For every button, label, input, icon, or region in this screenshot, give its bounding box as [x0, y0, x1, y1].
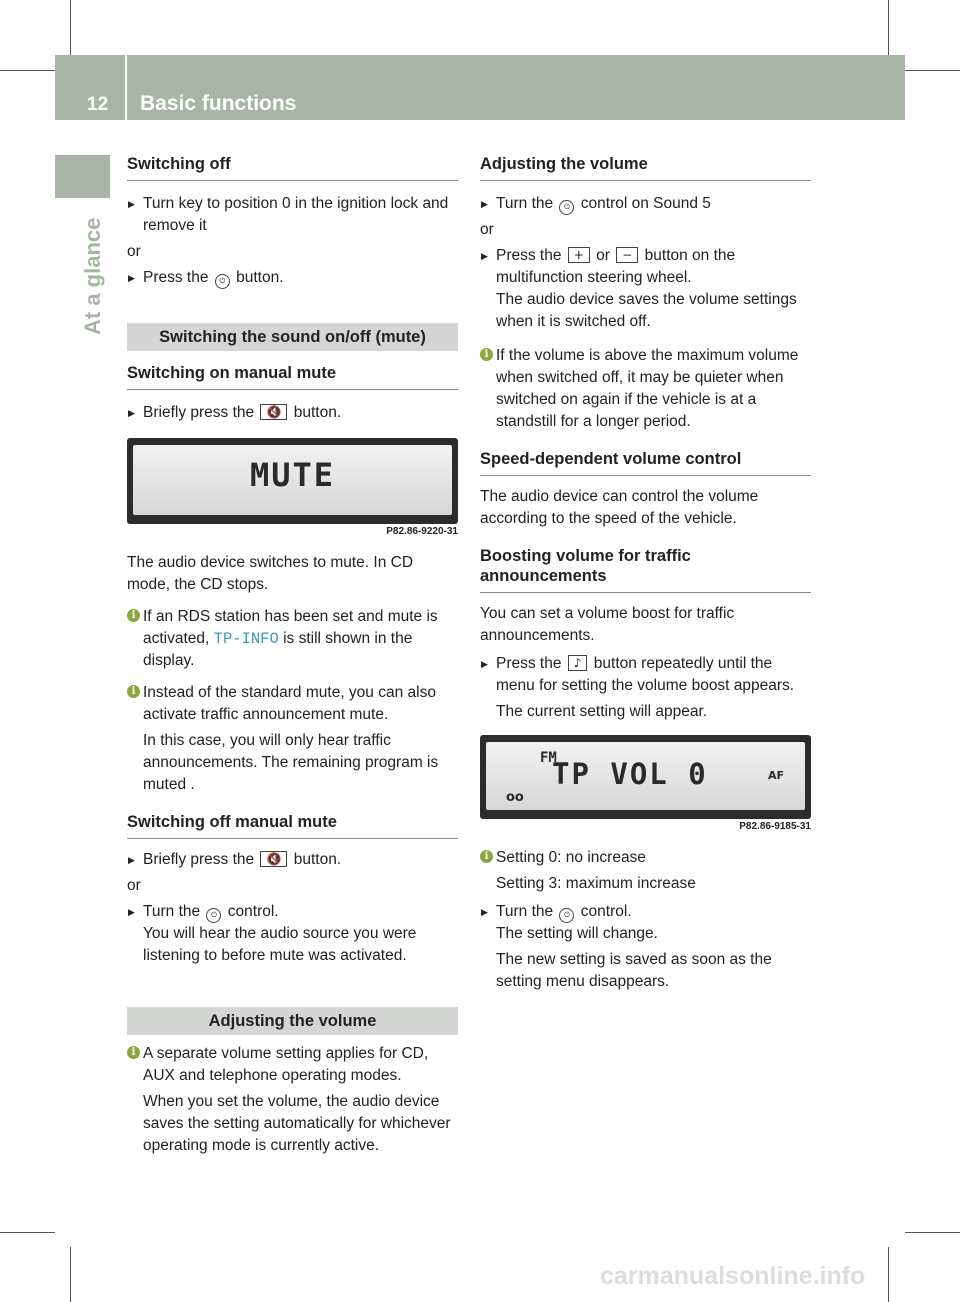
heading-boost: Boosting volume for traffic announcements — [480, 542, 811, 593]
heading-manual-mute: Switching on manual mute — [127, 359, 458, 390]
step-text: Press the — [496, 247, 562, 264]
side-label: At a glance — [80, 217, 105, 335]
step-text: or — [596, 247, 610, 264]
step-turn-control — [480, 901, 811, 923]
heading-adjust-volume: Adjusting the volume — [480, 150, 811, 181]
display-main-text: TP VOL 0 — [552, 757, 708, 791]
step-text: Press the — [496, 655, 562, 672]
crop-mark — [0, 1232, 55, 1233]
step-text: button. — [236, 269, 284, 286]
crop-mark — [0, 70, 55, 71]
info-note — [480, 345, 811, 433]
step-press-power — [127, 267, 458, 289]
step-turn-sound5 — [480, 193, 811, 215]
info-icon: i — [127, 609, 140, 622]
volume-knob-icon: ⏻ — [559, 200, 574, 215]
or-text: or — [480, 221, 494, 238]
heading-off-mute: Switching off manual mute — [127, 808, 458, 839]
step-text: Briefly press the — [143, 404, 255, 421]
or-text: or — [127, 243, 141, 260]
step-turn-key: ▶ Turn key to position 0 in the ignition lock and remove it — [127, 193, 458, 237]
info-note — [127, 606, 458, 672]
display-text: MUTE — [249, 456, 336, 494]
crop-mark — [888, 1247, 889, 1302]
tp-vol-display-figure — [480, 735, 811, 819]
step-result: The audio device saves the volume settings when it is switched off. — [496, 291, 797, 330]
info-note — [127, 682, 458, 726]
paragraph-mute-result: The audio device switches to mute. In CD mode, the CD stops. — [127, 554, 414, 593]
step-text: button. — [293, 404, 342, 421]
step-text: Press the — [143, 269, 209, 286]
watermark: carmanualsonline.info — [600, 1262, 866, 1290]
power-icon: ⏻ — [215, 274, 230, 289]
mute-display-figure — [127, 438, 458, 524]
info-text: If the volume is above the maximum volume when switched off, it may be quieter when switched on again if the vehicle is at a standstill for a longer period. — [496, 347, 799, 430]
step-press-tp — [480, 653, 811, 697]
left-column — [127, 150, 458, 1157]
crop-mark — [70, 0, 71, 55]
crop-mark — [905, 1232, 960, 1233]
info-icon: i — [480, 348, 493, 361]
page-number: 12 — [87, 94, 109, 115]
mute-icon: 🔇 — [260, 404, 287, 420]
info-text: Instead of the standard mute, you can also activate traffic announcement mute. — [143, 684, 436, 723]
display-band-text: FM — [540, 750, 557, 766]
info-text: is still shown in the display. — [143, 630, 413, 669]
volume-knob-icon: ⏻ — [206, 908, 221, 923]
step-text: button on the multifunction steering wheel. — [496, 247, 736, 286]
display-af-text: AF — [768, 769, 785, 782]
step-text: Turn the — [496, 195, 554, 212]
or-text: or — [127, 877, 141, 894]
step-text: button repeatedly until the menu for setting the volume boost appears. — [496, 655, 795, 694]
info-icon: i — [127, 685, 140, 698]
step-result: The current setting will appear. — [496, 703, 708, 720]
stereo-icon: oo — [506, 790, 524, 805]
right-column — [480, 150, 811, 993]
step-text: button. — [293, 851, 342, 868]
crop-mark — [905, 70, 960, 71]
info-icon: i — [127, 1046, 140, 1059]
mute-icon: 🔇 — [260, 851, 287, 867]
section-band-volume: Adjusting the volume — [127, 1007, 458, 1035]
volume-knob-icon: ⏻ — [559, 908, 574, 923]
paragraph-speed: The audio device can control the volume according to the speed of the vehicle. — [480, 488, 759, 527]
info-text: In this case, you will only hear traffic announcements. The remaining program is muted . — [143, 732, 439, 793]
chapter-title: Basic functions — [140, 92, 297, 115]
info-note — [480, 847, 811, 869]
traffic-announcement-icon: ♪ — [568, 655, 588, 671]
side-tab — [55, 155, 110, 198]
step-text: Turn the — [496, 903, 554, 920]
step-result: The new setting is saved as soon as the setting menu disappears. — [496, 951, 772, 990]
minus-icon: − — [616, 247, 638, 263]
step-result: The setting will change. — [496, 925, 658, 942]
info-note — [127, 1043, 458, 1087]
plus-icon: + — [568, 247, 590, 263]
figure-id: P82.86-9220-31 — [386, 526, 458, 537]
section-band-mute: Switching the sound on/off (mute) — [127, 323, 458, 351]
step-turn-control — [127, 901, 458, 923]
step-press-mute-off — [127, 849, 458, 871]
tp-info-code: TP-INFO — [213, 630, 279, 648]
info-text: Setting 0: no increase — [496, 849, 646, 866]
info-icon: i — [480, 850, 493, 863]
crop-mark — [70, 1247, 71, 1302]
step-text: Turn the — [143, 903, 201, 920]
heading-speed-volume: Speed-dependent volume control — [480, 445, 811, 476]
crop-mark — [888, 0, 889, 55]
info-text: When you set the volume, the audio device saves the setting automatically for whichever operating mode is currently active. — [143, 1093, 451, 1154]
info-text: A separate volume setting applies for CD, AUX and telephone operating modes. — [143, 1045, 429, 1084]
step-text: control on Sound 5 — [580, 195, 711, 212]
paragraph-boost: You can set a volume boost for traffic announcements. — [480, 605, 735, 644]
step-text: Briefly press the — [143, 851, 255, 868]
step-press-plus-minus — [480, 245, 811, 289]
step-text: control. — [580, 903, 632, 920]
step-result: You will hear the audio source you were listening to before mute was activated. — [143, 925, 417, 964]
step-press-mute — [127, 402, 458, 424]
figure-id: P82.86-9185-31 — [739, 821, 811, 832]
info-text: If an RDS station has been set and mute is activated, — [143, 608, 438, 647]
header-divider — [125, 55, 127, 120]
step-text: control. — [227, 903, 279, 920]
info-text: Setting 3: maximum increase — [496, 875, 696, 892]
heading-switching-off: Switching off — [127, 150, 458, 181]
